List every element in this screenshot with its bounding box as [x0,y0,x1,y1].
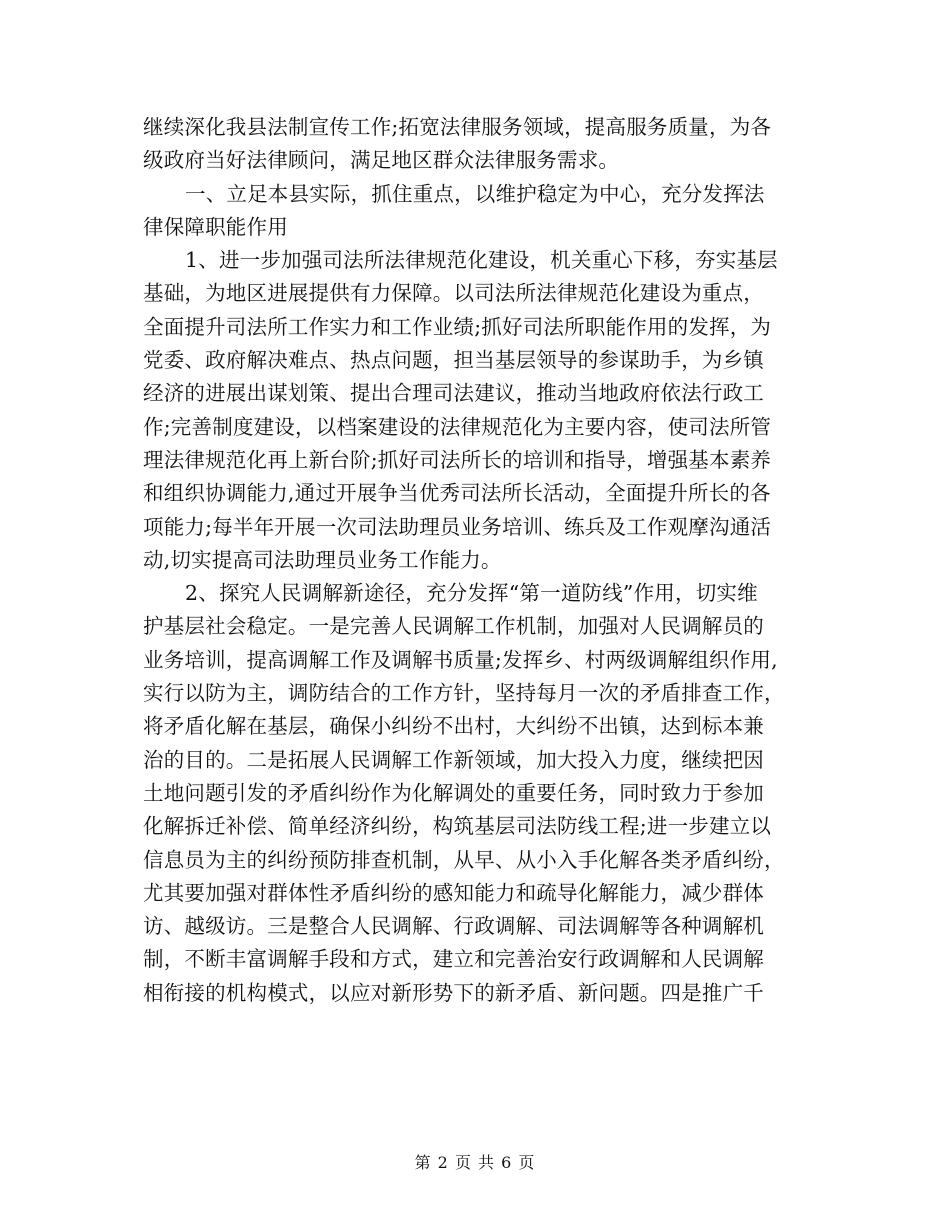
text-line: 基础，为地区进展提供有力保障。以司法所法律规范化建设为重点， [143,281,764,306]
text-line: 全面提升司法所工作实力和工作业绩;抓好司法所职能作用的发挥，为 [143,314,772,339]
text-line: 相衔接的机构模式，以应对新形势下的新矛盾、新问题。四是推广千 [143,980,764,1005]
text-line: 继续深化我县法制宣传工作;拓宽法律服务领域，提高服务质量，为各 [143,115,772,139]
text-line: 级政府当好法律顾问，满足地区群众法律服务需求。 [143,148,620,173]
text-line: 和组织协调能力,通过开展争当优秀司法所长活动，全面提升所长的各 [143,481,771,506]
text-line: 经济的进展出谋划策、提出合理司法建议，推动当地政府依法行政工 [143,381,764,406]
document-body [143,111,813,1010]
text-line: 一、立足本县实际，抓住重点，以维护稳定为中心，充分发挥法 [185,181,765,206]
text-line: 制，不断丰富调解手段和方式，建立和完善治安行政调解和人民调解 [143,947,764,972]
text-line: 化解拆迁补偿、简单经济纠纷，构筑基层司法防线工程;进一步建立以 [143,814,772,839]
text-line: 作;完善制度建设，以档案建设的法律规范化为主要内容，使司法所管 [143,414,772,439]
text-line: 项能力;每半年开展一次司法助理员业务培训、练兵及工作观摩沟通活 [143,514,772,539]
text-line: 实行以防为主，调防结合的工作方针，坚持每月一次的矛盾排查工作， [143,681,785,706]
text-line: 1、进一步加强司法所法律规范化建设，机关重心下移，夯实基层 [185,248,778,273]
text-line: 尤其要加强对群体性矛盾纠纷的感知能力和疏导化解能力，减少群体 [143,880,764,905]
text-line: 业务培训，提高调解工作及调解书质量;发挥乡、村两级调解组织作用, [143,647,778,672]
page-number-footer: 第 2 页 共 6 页 [414,1153,536,1172]
text-line: 将矛盾化解在基层，确保小纠纷不出村，大纠纷不出镇，达到标本兼 [143,714,764,739]
text-line: 动,切实提高司法助理员业务工作能力。 [143,547,502,572]
text-line: 理法律规范化再上新台阶;抓好司法所长的培训和指导，增强基本素养 [143,447,772,472]
text-line: 护基层社会稳定。一是完善人民调解工作机制，加强对人民调解员的 [143,614,764,639]
text-line: 党委、政府解决难点、热点问题，担当基层领导的参谋助手，为乡镇 [143,348,764,373]
text-line: 律保障职能作用 [143,214,288,239]
text-line: 访、越级访。三是整合人民调解、行政调解、司法调解等各种调解机 [143,914,764,939]
text-line: 治的目的。二是拓展人民调解工作新领域，加大投入力度，继续把因 [143,747,764,772]
text-line: 土地问题引发的矛盾纠纷作为化解调处的重要任务，同时致力于参加 [143,780,764,805]
text-line: 信息员为主的纠纷预防排查机制，从早、从小入手化解各类矛盾纠纷， [143,847,785,872]
text-line: 2、探究人民调解新途径，充分发挥“第一道防线”作用，切实维 [185,581,758,606]
